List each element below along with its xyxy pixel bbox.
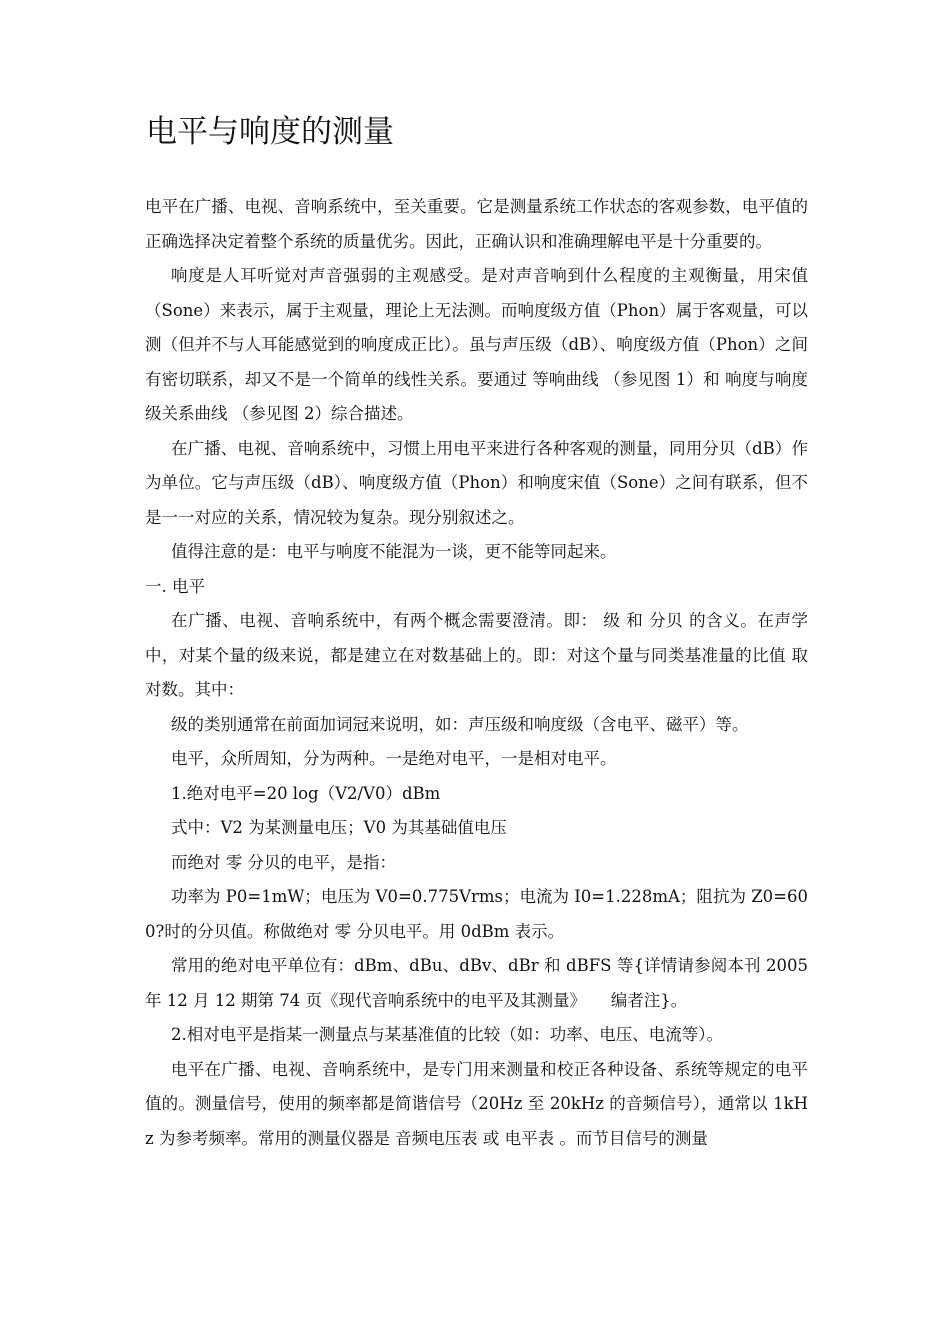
section-paragraph-9: 2.相对电平是指某一测量点与某基准值的比较（如：功率、电压、电流等）。	[171, 1025, 723, 1044]
section-heading: 一. 电平	[145, 576, 205, 596]
section-paragraph-7: 功率为 P0=1mW；电压为 V0=0.775Vrms；电流为 I0=1.228mA；阻抗为 Z0=600?时的分贝值。称做绝对 零 分贝电平。用 0dBm 表示。	[145, 887, 808, 941]
section-paragraph-1: 在广播、电视、音响系统中，有两个概念需要澄清。即： 级 和 分贝 的含义。在声学中，对某个量的级来说，都是建立在对数基础上的。即：对这个量与同类基准量的比值 取对数。其中：	[145, 611, 808, 699]
section-paragraph-10: 电平在广播、电视、音响系统中，是专门用来测量和校正各种设备、系统等规定的电平值的。测量信号，使用的频率都是简谐信号（20Hz 至 20kHz 的音频信号），通常以 1kHz 为参考频率。常用的测量仪器是 音频电压表 或 电平表 。而节目信号的测量	[145, 1059, 808, 1148]
section-paragraph-2: 级的类别通常在前面加词冠来说明，如：声压级和响度级（含电平、磁平）等。	[171, 714, 749, 734]
intro-paragraph-1: 电平在广播、电视、音响系统中，至关重要。它是测量系统工作状态的客观参数，电平值的正确选择决定着整个系统的质量优劣。因此，正确认识和准确理解电平是十分重要的。	[145, 197, 808, 251]
document-title: 电平与响度的测量	[146, 114, 394, 150]
document-body	[145, 190, 808, 1156]
section-paragraph-6: 而绝对 零 分贝的电平，是指：	[171, 852, 396, 872]
intro-paragraph-4: 值得注意的是：电平与响度不能混为一谈，更不能等同起来。	[171, 542, 617, 561]
intro-paragraph-3: 在广播、电视、音响系统中，习惯上用电平来进行各种客观的测量，同用分贝（dB）作为单位。它与声压级（dB）、响度级方值（Phon）和响度宋值（Sone）之间有联系，但不是一一对应的关系，情况较为复杂。现分别叙述之。	[145, 438, 808, 527]
section-paragraph-8: 常用的绝对电平单位有：dBm、dBu、dBv、dBr 和 dBFS 等{详情请参阅本刊 2005 年 12 月 12 期第 74 页《现代音响系统中的电平及其测量》 编者注}。	[145, 956, 808, 1010]
section-paragraph-3: 电平，众所周知，分为两种。一是绝对电平，一是相对电平。	[171, 749, 617, 768]
formula-absolute-level: 1.绝对电平=20 log（V2/V0）dBm	[171, 783, 441, 803]
formula-definition: 式中：V2 为某测量电压；V0 为其基础值电压	[171, 818, 507, 837]
intro-paragraph-2: 响度是人耳听觉对声音强弱的主观感受。是对声音响到什么程度的主观衡量，用宋值（Sone）来表示，属于主观量，理论上无法测。而响度级方值（Phon）属于客观量，可以测（但并不与人耳能感觉到的响度成正比）。虽与声压级（dB）、响度级方值（Phon）之间有密切联系，却又不是一个简单的线性关系。要通过 等响曲线 （参见图 1）和 响度与响度级关系曲线 （参见图 2）综合描述。	[145, 266, 808, 423]
